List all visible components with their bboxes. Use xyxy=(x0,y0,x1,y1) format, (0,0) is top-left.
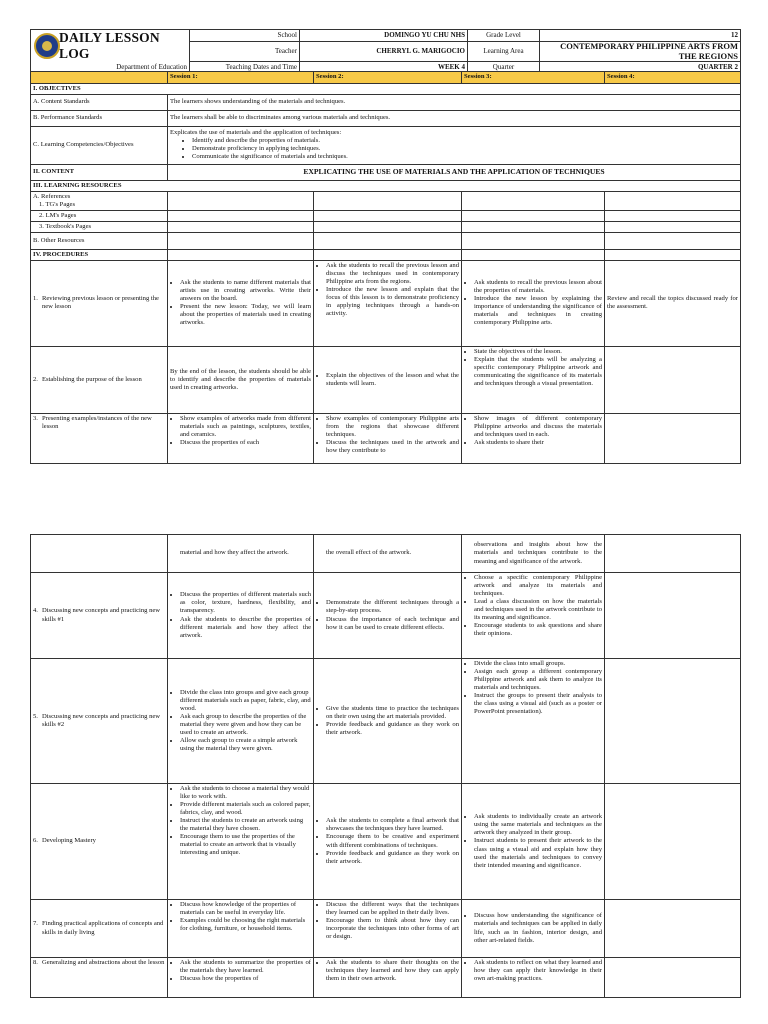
procedure-3-cont-session-2: the overall effect of the artwork. xyxy=(314,535,462,573)
session-header-2: Session 2: xyxy=(314,72,462,83)
activity-item: • Ask each group to describe the properties of the material they were given and how they can be used to create an artwork. xyxy=(180,713,311,737)
activity-item: • Encourage them to be creative and experiment with different combinations of techniques. xyxy=(326,833,459,849)
page-2 xyxy=(30,534,740,998)
dates-label: Teaching Dates and Time xyxy=(190,62,300,72)
empty-cell xyxy=(605,573,741,659)
objectives-heading: I. OBJECTIVES xyxy=(31,83,741,94)
empty-cell xyxy=(314,191,462,210)
activity-item: • Give the students time to practice the techniques on their own using the art materials provided. xyxy=(326,705,459,721)
empty-cell xyxy=(462,191,605,210)
empty-cell xyxy=(168,221,314,232)
procedure-6-label-cell xyxy=(31,784,168,900)
area-value: CONTEMPORARY PHILIPPINE ARTS FROM THE REGIONS xyxy=(540,42,741,62)
activity-item: • Show examples of contemporary Philippine arts from the regions that showcase different techniques. xyxy=(326,415,459,439)
empty-cell xyxy=(605,659,741,784)
empty-cell xyxy=(314,221,462,232)
activity-item: • Provide different materials such as colored paper, fabrics, clay, and wood. xyxy=(180,801,311,817)
procedure-number: 1. xyxy=(33,295,38,303)
procedure-8-label-cell xyxy=(31,958,168,998)
empty-cell xyxy=(31,535,168,573)
procedure-3-session-3 xyxy=(462,413,605,463)
activity-item: • Ask the students to complete a final artwork that showcases the techniques they have learned. xyxy=(326,817,459,833)
procedure-1-label-cell xyxy=(31,260,168,346)
empty-cell xyxy=(462,249,605,260)
procedure-5-session-2 xyxy=(314,659,462,784)
content-text: EXPLICATING THE USE OF MATERIALS AND THE APPLICATION OF TECHNIQUES xyxy=(168,164,741,180)
procedure-1-session-4: Review and recall the topics discussed ready for the assessment. xyxy=(605,260,741,346)
empty-cell xyxy=(605,958,741,998)
procedures-heading: IV. PROCEDURES xyxy=(31,249,168,260)
procedure-7-session-3 xyxy=(462,900,605,958)
session-header-blank xyxy=(31,72,168,83)
procedure-number: 6. xyxy=(33,837,38,845)
empty-cell xyxy=(168,232,314,249)
empty-cell xyxy=(462,221,605,232)
empty-cell xyxy=(605,221,741,232)
procedure-2-session-3 xyxy=(462,346,605,413)
procedure-6-session-1 xyxy=(168,784,314,900)
teacher-value: CHERRYL G. MARIGOCIO xyxy=(300,42,468,62)
activity-item: • Discuss how the properties of xyxy=(180,975,311,983)
activity-item: • Introduce the new lesson and explain that the focus of this lesson is to demonstrate proficiency in applying techniques through a hands-on activity. xyxy=(326,286,459,318)
procedure-label: Finding practical applications of concepts and skills in daily living xyxy=(41,920,164,936)
teacher-label: Teacher xyxy=(190,42,300,62)
activity-item: • Explain the objectives of the lesson and what the students will learn. xyxy=(326,372,459,388)
performance-standards-text: The learners shall be able to discriminates among various materials and techniques. xyxy=(168,110,741,126)
activity-item: • Introduce the new lesson by explaining the importance of understanding the significance of materials and techniques in creating contemporary Philippine arts. xyxy=(474,295,602,327)
competency-item: • Communicate the significance of materials and techniques. xyxy=(192,153,738,161)
empty-cell xyxy=(605,784,741,900)
lesson-table-page-1 xyxy=(30,71,741,463)
resources-heading: III. LEARNING RESOURCES xyxy=(31,180,741,191)
competency-item: • Demonstrate proficiency in applying techniques. xyxy=(192,145,738,153)
activity-item: • Ask the students to summarize the properties of the materials they have learned. xyxy=(180,959,311,975)
content-heading: II. CONTENT xyxy=(31,164,168,180)
empty-cell xyxy=(314,210,462,221)
activity-item: • Ask the students to choose a material they would like to work with. xyxy=(180,785,311,801)
header-table xyxy=(30,29,741,72)
empty-cell xyxy=(605,535,741,573)
activity-item: • Ask the students to describe the properties of different materials and how they affect the artwork. xyxy=(180,616,311,640)
activity-item: • Provide feedback and guidance as they work on their artwork. xyxy=(326,721,459,737)
procedure-label: Discussing new concepts and practicing new skills #2 xyxy=(41,712,161,728)
activity-item: • Discuss the importance of each technique and how it can be used to create different effects. xyxy=(326,616,459,632)
procedure-5-session-1 xyxy=(168,659,314,784)
procedure-4-label-cell xyxy=(31,573,168,659)
procedure-number: 4. xyxy=(33,607,38,615)
activity-item: • Assign each group a different contemporary Philippine artwork and ask them to analyze its materials and techniques. xyxy=(474,668,602,692)
procedure-label: Generalizing and abstractions about the lesson xyxy=(41,959,165,966)
procedure-2-session-2 xyxy=(314,346,462,413)
activity-item: • Allow each group to create a simple artwork using the material they were given. xyxy=(180,737,311,753)
lesson-table-page-2 xyxy=(30,534,741,998)
procedure-number: 3. xyxy=(33,414,38,422)
activity-item: • Ask students to reflect on what they learned and how they can apply their knowledge in their own art-making practices. xyxy=(474,959,602,983)
activity-item: • Discuss the properties of each xyxy=(180,439,311,447)
procedure-5-session-3 xyxy=(462,659,605,784)
empty-cell xyxy=(605,413,741,463)
activity-item: • Instruct students to present their artwork to the class using a visual aid and explain how they used the materials and techniques to convey their intended meaning and significance. xyxy=(474,837,602,869)
activity-item: • Demonstrate the different techniques through a step-by-step process. xyxy=(326,599,459,615)
empty-cell xyxy=(168,191,314,210)
activity-item: • Discuss the properties of different materials such as color, texture, hardness, flexibility, and transparency. xyxy=(180,591,311,615)
activity-item: • Discuss how understanding the significance of materials and techniques can be applied in daily life, such as in fashion, interior design, and other art-related fields. xyxy=(474,912,602,944)
activity-item: • Discuss the different ways that the techniques they learned can be applied in their daily lives. xyxy=(326,901,459,917)
activity-item: • Ask students to recall the previous lesson about the properties of materials. xyxy=(474,279,602,295)
textbook-pages-label: 3. Textbook's Pages xyxy=(31,221,168,232)
procedure-7-session-1 xyxy=(168,900,314,958)
procedure-4-session-1 xyxy=(168,573,314,659)
procedure-8-session-3 xyxy=(462,958,605,998)
activity-item: • Show examples of artworks made from different materials such as paintings, sculptures, textiles, and ceramics. xyxy=(180,415,311,439)
empty-cell xyxy=(605,210,741,221)
grade-value: 12 xyxy=(540,30,741,42)
procedure-2-label-cell xyxy=(31,346,168,413)
activity-item: • Show images of different contemporary Philippine artworks and discuss the materials and techniques used in each. xyxy=(474,415,602,439)
empty-cell xyxy=(168,210,314,221)
activity-item: • Encourage students to ask questions and share their opinions. xyxy=(474,622,602,638)
school-value: DOMINGO YU CHU NHS xyxy=(300,30,468,42)
session-header-4: Session 4: xyxy=(605,72,741,83)
competencies-intro: Explicates the use of materials and the application of techniques: xyxy=(170,128,342,136)
procedure-label: Developing Mastery xyxy=(41,837,96,845)
tg-pages-label: 1. TG's Pages xyxy=(39,200,76,208)
activity-item: • Instruct the groups to present their analysis to the class using a visual aid (such as a poster or PowerPoint presentation). xyxy=(474,692,602,716)
grade-label: Grade Level xyxy=(468,30,540,42)
procedure-7-label-cell xyxy=(31,900,168,958)
procedure-number: 5. xyxy=(33,712,38,720)
document-title: DAILY LESSON LOG xyxy=(59,30,160,62)
procedure-1-session-1 xyxy=(168,260,314,346)
procedure-label: Reviewing previous lesson or presenting the new lesson xyxy=(41,295,159,311)
activity-item: • Discuss the techniques used in the artwork and how they contribute to xyxy=(326,439,459,455)
procedure-number: 8. xyxy=(33,959,38,966)
activity-item: • Ask students to share their xyxy=(474,439,602,447)
procedure-7-session-2 xyxy=(314,900,462,958)
competency-item: • Identify and describe the properties of materials. xyxy=(192,137,738,145)
activity-item: • Encourage them to think about how they can incorporate the techniques into other forms of art or design. xyxy=(326,917,459,941)
deped-seal-icon xyxy=(34,33,60,59)
procedure-3-cont-session-1: material and how they affect the artwork. xyxy=(168,535,314,573)
performance-standards-label: B. Performance Standards xyxy=(31,110,168,126)
session-header-1: Session 1: xyxy=(168,72,314,83)
page-1 xyxy=(30,29,740,464)
procedure-label: Discussing new concepts and practicing new skills #1 xyxy=(41,607,161,623)
activity-item: • Ask the students to recall the previous lesson and discuss the techniques used in contemporary Philippine arts from the regions. xyxy=(326,262,459,286)
department-name: Department of Education xyxy=(116,62,187,71)
references-label: A. References xyxy=(33,192,71,200)
content-standards-text: The learners shows understanding of the materials and techniques. xyxy=(168,94,741,110)
activity-item: • Ask students to individually create an artwork using the same materials and techniques as the artwork they analyzed in their group. xyxy=(474,813,602,837)
area-label: Learning Area xyxy=(468,42,540,62)
activity-item: • Provide feedback and guidance as they work on their artwork. xyxy=(326,850,459,866)
procedure-number: 7. xyxy=(33,920,38,928)
school-label: School xyxy=(190,30,300,42)
quarter-value: QUARTER 2 xyxy=(540,62,741,72)
procedure-4-session-3 xyxy=(462,573,605,659)
procedure-5-label-cell xyxy=(31,659,168,784)
competencies-cell xyxy=(168,126,741,164)
procedure-2-session-1: By the end of the lesson, the students should be able to identify and describe the properties of materials used in creating artworks. xyxy=(168,346,314,413)
procedure-label: Presenting examples/instances of the new lesson xyxy=(41,414,152,430)
empty-cell xyxy=(605,346,741,413)
empty-cell xyxy=(314,232,462,249)
activity-item: • Ask the students to share their thoughts on the techniques they learned and how they can apply them in their own artwork. xyxy=(326,959,459,983)
week-value: WEEK 4 xyxy=(300,62,468,72)
empty-cell xyxy=(314,249,462,260)
activity-item: • Lead a class discussion on how the materials and techniques used in the artwork contribute to its meaning and significance. xyxy=(474,598,602,622)
activity-item: • Choose a specific contemporary Philippine artwork and analyze its materials and techniques. xyxy=(474,574,602,598)
procedure-1-session-3 xyxy=(462,260,605,346)
empty-cell xyxy=(462,232,605,249)
procedure-3-session-2 xyxy=(314,413,462,463)
references-cell xyxy=(31,191,168,210)
empty-cell xyxy=(605,232,741,249)
empty-cell xyxy=(168,249,314,260)
activity-item: • Present the new lesson: Today, we will learn about the properties of materials used in creating artworks. xyxy=(180,303,311,327)
procedure-3-cont-session-3: observations and insights about how the materials and techniques contribute to the meaning and significance of the artwork. xyxy=(462,535,605,573)
empty-cell xyxy=(462,210,605,221)
lm-pages-label: 2. LM's Pages xyxy=(31,210,168,221)
activity-item: • Ask the students to name different materials that artists use in creating artworks. Write their answers on the board. xyxy=(180,279,311,303)
procedure-3-label-cell xyxy=(31,413,168,463)
procedure-6-session-3 xyxy=(462,784,605,900)
procedure-number: 2. xyxy=(33,375,38,383)
procedure-label: Establishing the purpose of the lesson xyxy=(41,375,142,383)
content-standards-label: A. Content Standards xyxy=(31,94,168,110)
activity-item: • State the objectives of the lesson. xyxy=(474,348,602,356)
empty-cell xyxy=(605,191,741,210)
procedure-3-session-1 xyxy=(168,413,314,463)
activity-item: • Instruct the students to create an artwork using the material they have chosen. xyxy=(180,817,311,833)
procedure-8-session-2 xyxy=(314,958,462,998)
procedure-1-session-2 xyxy=(314,260,462,346)
activity-item: • Divide the class into small groups. xyxy=(474,660,602,668)
empty-cell xyxy=(605,249,741,260)
activity-item: • Examples could be choosing the right materials for clothing, furniture, or household items. xyxy=(180,917,311,933)
activity-item: • Discuss how knowledge of the properties of materials can be useful in everyday life. xyxy=(180,901,311,917)
activity-item: • Divide the class into groups and give each group different materials such as paper, fabric, clay, and wood. xyxy=(180,689,311,713)
quarter-label: Quarter xyxy=(468,62,540,72)
competencies-label: C. Learning Competencies/Objectives xyxy=(31,126,168,164)
procedure-6-session-2 xyxy=(314,784,462,900)
activity-item: • Explain that the students will be analyzing a specific contemporary Philippine artwork and communicating the significance of its materials and techniques through a visual presentation. xyxy=(474,356,602,388)
other-resources-label: B. Other Resources xyxy=(31,232,168,249)
header-brand xyxy=(31,30,190,72)
activity-item: • Encourage them to use the properties of the material to create an artwork that is visually interesting and unique. xyxy=(180,833,311,857)
procedure-8-session-1 xyxy=(168,958,314,998)
session-header-3: Session 3: xyxy=(462,72,605,83)
empty-cell xyxy=(605,900,741,958)
procedure-4-session-2 xyxy=(314,573,462,659)
